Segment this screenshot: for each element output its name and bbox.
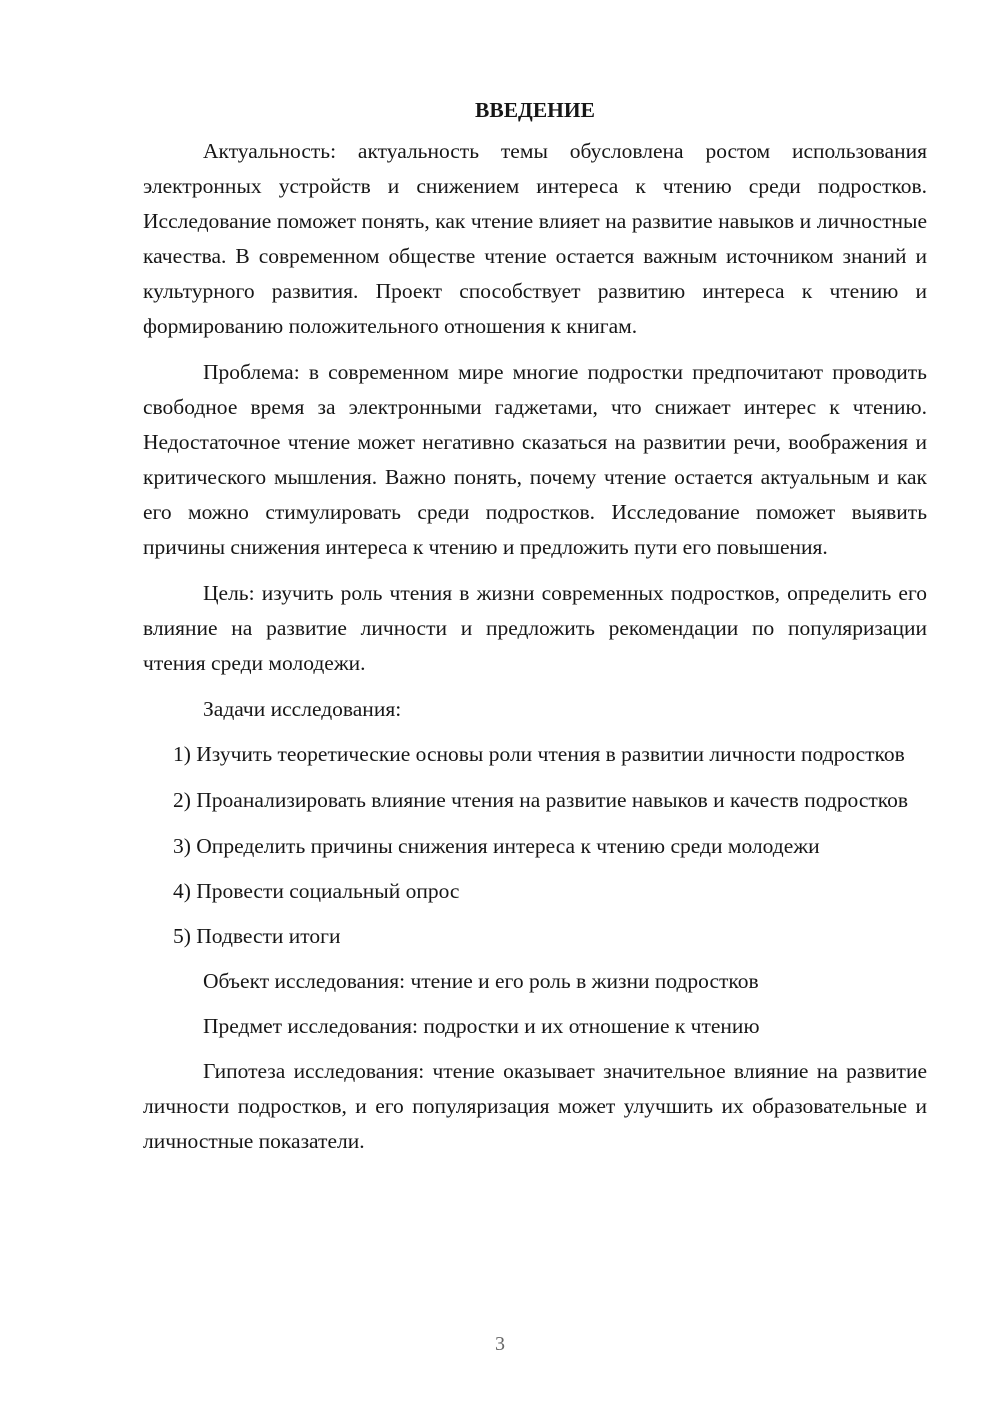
task-item-3: 3) Определить причины снижения интереса к чтению среди молодежи <box>173 834 820 858</box>
subject-paragraph: Предмет исследования: подростки и их отношение к чтению <box>203 1014 760 1038</box>
page-title: ВВЕДЕНИЕ <box>475 98 595 122</box>
task-item-4: 4) Провести социальный опрос <box>173 879 460 903</box>
page-number: 3 <box>495 1333 505 1355</box>
problem-paragraph: Проблема: в современном мире многие подростки предпочитают проводить свободное время за электронными гаджетами, что снижает интерес к чтению. Недостаточное чтение может негативно сказаться на развитии речи, воображения и критического мышления. Важно понять, почему чтение остается актуальным и как его можно стимулировать среди подростков. Исследование поможет выявить причины снижения интереса к чтению и предложить пути его повышения. <box>143 360 927 559</box>
tasks-heading: Задачи исследования: <box>203 697 402 721</box>
document-page <box>143 92 927 1170</box>
object-paragraph: Объект исследования: чтение и его роль в жизни подростков <box>203 969 759 993</box>
task-item-5: 5) Подвести итоги <box>173 924 341 948</box>
hypothesis-paragraph: Гипотеза исследования: чтение оказывает значительное влияние на развитие личности подростков, и его популяризация может улучшить их образовательные и личностные показатели. <box>143 1059 927 1153</box>
relevance-paragraph: Актуальность: актуальность темы обусловлена ростом использования электронных устройств и снижением интереса к чтению среди подростков. Исследование поможет понять, как чтение влияет на развитие навыков и личностные качества. В современном обществе чтение остается важным источником знаний и культурного развития. Проект способствует развитию интереса к чтению и формированию положительного отношения к книгам. <box>143 139 927 338</box>
task-item-2: 2) Проанализировать влияние чтения на развитие навыков и качеств подростков <box>173 788 909 812</box>
goal-paragraph: Цель: изучить роль чтения в жизни современных подростков, определить его влияние на развитие личности и предложить рекомендации по популяризации чтения среди молодежи. <box>143 581 927 675</box>
task-item-1: 1) Изучить теоретические основы роли чтения в развитии личности подростков <box>173 742 905 766</box>
